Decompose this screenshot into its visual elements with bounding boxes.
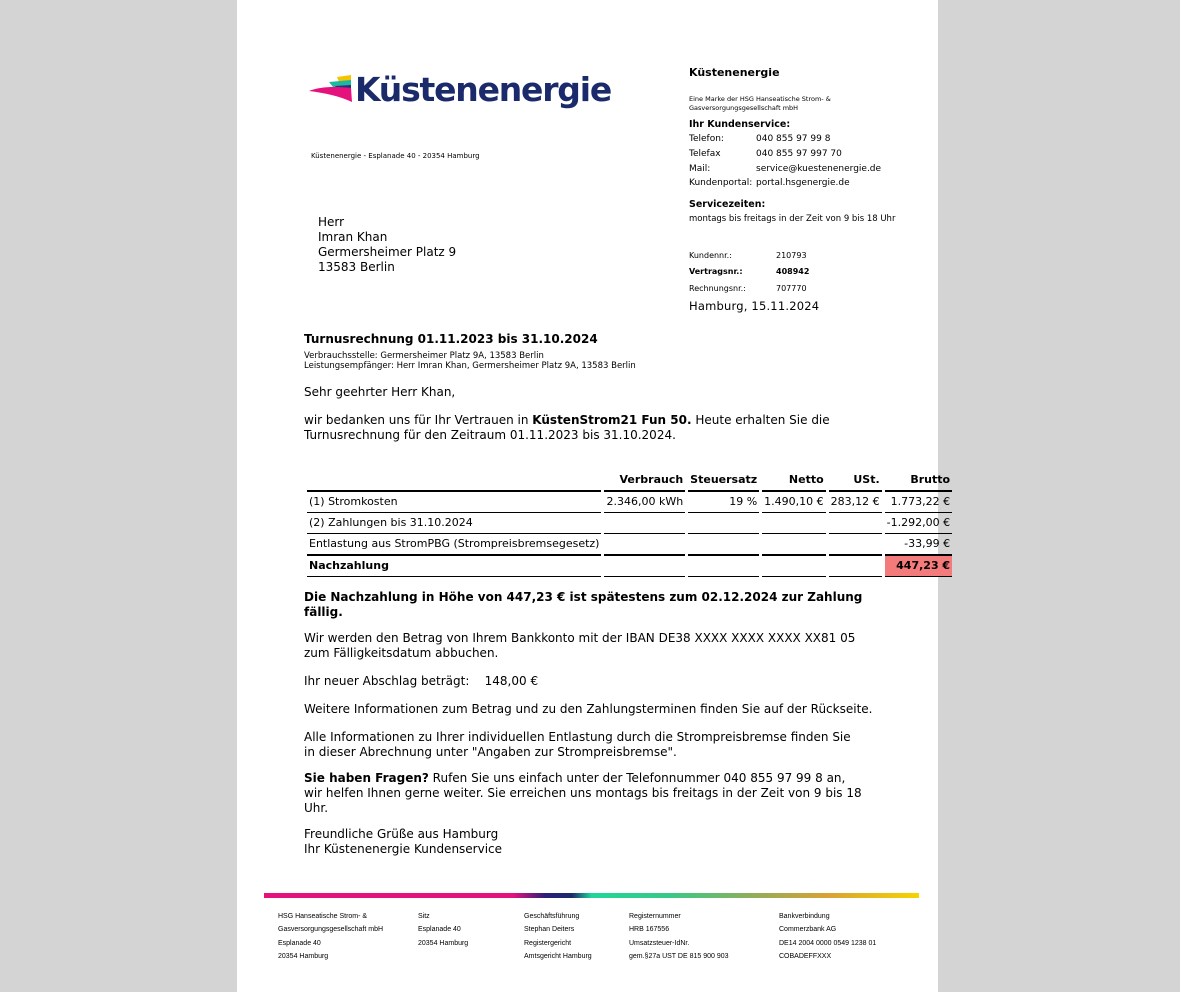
col-header-steuersatz: Steuersatz [688, 470, 759, 492]
footer-line: Commerzbank AG [779, 926, 837, 934]
debit-notice: Wir werden den Betrag von Ihrem Bankkonto mit der IBAN DE38 XXXX XXXX XXXX XX81 05 zum Fälligkeitsdatum abbuchen. [304, 631, 856, 660]
logo-wordmark: Küstenenergie [355, 69, 612, 109]
row-label: (2) Zahlungen bis 31.10.2024 [307, 513, 601, 534]
id-value: 707770 [776, 284, 807, 293]
recipient-salutation: Herr [318, 215, 345, 229]
cell-empty [688, 556, 759, 577]
installment-value: 148,00 € [484, 674, 539, 688]
questions-heading: Sie haben Fragen? [304, 771, 429, 785]
cell-ust [829, 534, 882, 556]
footer-line: DE14 2004 0000 0549 1238 01 [779, 939, 877, 947]
table-row [307, 534, 952, 556]
table-total-row [307, 556, 952, 577]
cell-steuersatz: 19 % [688, 492, 759, 513]
fax-value: 040 855 97 997 70 [756, 149, 842, 159]
footer-line: Registernummer [629, 913, 681, 920]
contact-label: Telefax [689, 149, 721, 159]
cell-steuersatz [688, 513, 759, 534]
footer-bank [779, 910, 876, 963]
table-row [307, 513, 952, 534]
table-row [307, 492, 952, 513]
cell-empty [762, 556, 825, 577]
col-header-ust: USt. [829, 470, 882, 492]
id-label: Vertragsnr.: [689, 267, 743, 276]
total-amount: 447,23 € [885, 556, 952, 577]
consumption-point: Verbrauchsstelle: Germersheimer Platz 9A, 13583 Berlin [304, 351, 544, 361]
customer-number [689, 251, 807, 260]
col-header-verbrauch: Verbrauch [604, 470, 685, 492]
cell-brutto: -1.292,00 € [885, 513, 952, 534]
footer-line: Amtsgericht Hamburg [524, 952, 592, 960]
new-installment [304, 674, 864, 689]
col-header-brutto: Brutto [885, 470, 952, 492]
company-subtitle [689, 95, 831, 112]
cell-empty [604, 556, 685, 577]
invoice-table [304, 470, 955, 577]
invoice-meta [304, 351, 636, 371]
recipient-street: Germersheimer Platz 9 [318, 245, 457, 259]
contact-label: Telefon: [689, 134, 724, 144]
contact-mail [689, 164, 881, 174]
place-and-date: Hamburg, 15.11.2024 [689, 299, 820, 313]
footer-line: Registergericht [524, 939, 572, 947]
questions-paragraph [304, 771, 864, 816]
intro-text: wir bedanken uns für Ihr Vertrauen in [304, 413, 533, 427]
questions-text: Rufen Sie uns einfach unter der Telefonnummer 040 855 97 99 8 an, wir helfen Ihnen gerne weiter. Sie erreichen uns montags bis freitags in der Zeit von 9 bis 18 Uhr. [304, 771, 862, 815]
subtitle-line-2: Gasversorgungsgesellschaft mbH [689, 103, 799, 112]
col-header-netto: Netto [762, 470, 825, 492]
due-notice: Die Nachzahlung in Höhe von 447,23 € ist spätestens zum 02.12.2024 zur Zahlung fällig. [304, 590, 863, 619]
footer-line: Gasversorgungsgesellschaft mbH [278, 926, 384, 934]
invoice-number [689, 284, 807, 293]
cell-verbrauch [604, 513, 685, 534]
id-label: Kundennr.: [689, 251, 732, 260]
cell-verbrauch: 2.346,00 kWh [604, 492, 685, 513]
footer-gradient-bar [264, 893, 919, 898]
cell-steuersatz [688, 534, 759, 556]
footer-line: HSG Hanseatische Strom- & [278, 913, 368, 920]
recipient-address [318, 215, 456, 275]
closing-line-2: Ihr Küstenenergie Kundenservice [304, 842, 503, 856]
cell-ust [829, 513, 882, 534]
cell-brutto: -33,99 € [885, 534, 952, 556]
email-link[interactable]: service@kuestenenergie.de [756, 164, 882, 174]
row-label: Entlastung aus StromPBG (Strompreisbremsegesetz) [307, 534, 601, 556]
contact-label: Mail: [689, 164, 711, 174]
flag-logo-icon [309, 74, 353, 104]
table-header-row [307, 470, 952, 492]
recipient-name: Imran Khan [318, 230, 388, 244]
id-value: 210793 [776, 251, 807, 260]
footer-line: Sitz [418, 913, 430, 920]
intro-text-suffix: Heute erhalten Sie die Turnusrechnung für den Zeitraum 01.11.2023 bis 31.10.2024. [304, 413, 830, 442]
cell-netto [762, 534, 825, 556]
installment-label: Ihr neuer Abschlag beträgt: [304, 674, 470, 688]
company-logo [309, 66, 611, 112]
col-header-label [307, 470, 601, 492]
contact-label: Kundenportal: [689, 178, 753, 188]
closing-line-1: Freundliche Grüße aus Hamburg [304, 827, 499, 841]
company-name: Küstenenergie [689, 66, 780, 79]
cell-brutto: 1.773,22 € [885, 492, 952, 513]
total-label: Nachzahlung [307, 556, 601, 577]
footer-line: Bankverbindung [779, 913, 830, 920]
contact-portal [689, 178, 850, 188]
more-info: Weitere Informationen zum Betrag und zu den Zahlungsterminen finden Sie auf der Rückseite. [304, 702, 873, 716]
contract-number [689, 267, 809, 276]
phone-value: 040 855 97 99 8 [756, 134, 831, 144]
footer-line: Stephan Deiters [524, 926, 575, 934]
recipient-city: 13583 Berlin [318, 260, 395, 274]
invoice-page [237, 0, 951, 992]
contact-phone [689, 134, 830, 144]
subtitle-line-1: Eine Marke der HSG Hanseatische Strom- & [689, 95, 831, 103]
invoice-title: Turnusrechnung 01.11.2023 bis 31.10.2024 [304, 332, 598, 346]
footer-line: 20354 Hamburg [418, 939, 469, 947]
product-name: KüstenStrom21 Fun 50. [532, 413, 692, 427]
cell-verbrauch [604, 534, 685, 556]
cell-empty [829, 556, 882, 577]
footer-line: Geschäftsführung [524, 913, 580, 920]
cell-ust: 283,12 € [829, 492, 882, 513]
sender-return-address: Küstenenergie - Esplanade 40 - 20354 Hamburg [311, 152, 480, 160]
intro-paragraph [304, 413, 864, 443]
row-label: (1) Stromkosten [307, 492, 601, 513]
footer-line: Esplanade 40 [278, 939, 321, 947]
cell-netto: 1.490,10 € [762, 492, 825, 513]
service-recipient: Leistungsempfänger: Herr Imran Khan, Germersheimer Platz 9A, 13583 Berlin [304, 361, 636, 371]
service-heading: Ihr Kundenservice: [689, 119, 791, 130]
id-value: 408942 [776, 267, 810, 276]
id-label: Rechnungsnr.: [689, 284, 746, 293]
service-hours-heading: Servicezeiten: [689, 199, 766, 210]
footer-line: COBADEFFXXX [779, 952, 832, 960]
service-hours: montags bis freitags in der Zeit von 9 bis 18 Uhr [689, 214, 896, 224]
footer-company [278, 910, 383, 963]
greeting: Sehr geehrter Herr Khan, [304, 385, 456, 399]
contact-fax [689, 149, 842, 159]
footer-line: HRB 167556 [629, 926, 670, 934]
footer-registry [629, 910, 729, 963]
price-brake-info: Alle Informationen zu Ihrer individuellen Entlastung durch die Strompreisbremse finden Sie in dieser Abrechnung unter "Angaben zur Strompreisbremse". [304, 730, 851, 759]
footer-line: gem.§27a UST DE 815 900 903 [629, 952, 729, 960]
footer-line: Umsatzsteuer-IdNr. [629, 939, 690, 947]
footer-line: Esplanade 40 [418, 926, 461, 934]
footer-line: 20354 Hamburg [278, 952, 329, 960]
closing [304, 827, 864, 857]
cell-netto [762, 513, 825, 534]
footer-seat [418, 910, 468, 950]
portal-link[interactable]: portal.hsgenergie.de [756, 178, 850, 188]
footer-management [524, 910, 592, 963]
